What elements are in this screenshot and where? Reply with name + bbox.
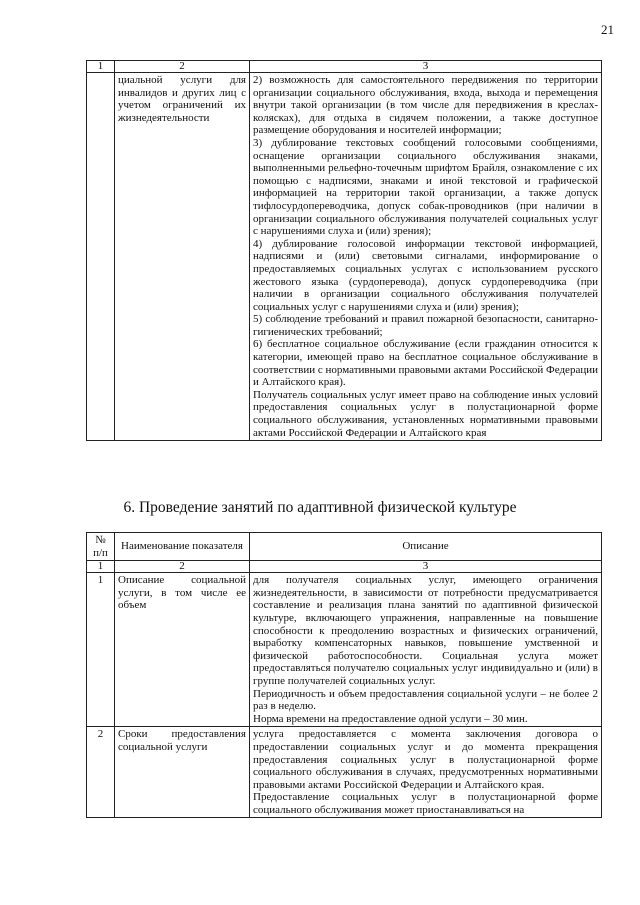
- row-number-cell: [87, 73, 115, 441]
- section-title: 6. Проведение занятий по адаптивной физической культуре: [123, 499, 517, 516]
- description-cell: [250, 727, 602, 818]
- header-description: Описание: [250, 533, 602, 561]
- description-paragraph: Предоставление социальных услуг в полустационарной форме социального обслуживания может приостанавливаться на: [253, 791, 598, 816]
- header-row: [87, 533, 602, 561]
- column-number-row: [87, 61, 602, 73]
- description-paragraph: Получатель социальных услуг имеет право на соблюдение иных условий предоставления социальных услуг в полустационарной форме социального обслуживания, установленных нормативными правовыми актами Российской Федерации и Алтайского края: [253, 388, 598, 439]
- row-number-cell: 1: [87, 573, 115, 727]
- description-paragraph: Норма времени на предоставление одной услуги – 30 мин.: [253, 712, 528, 725]
- column-number: 3: [250, 61, 602, 73]
- row-number-cell: 2: [87, 727, 115, 818]
- description-paragraph: 4) дублирование голосовой информации текстовой информацией, надписями и (или) световыми сигналами, информирование о предоставляемых социальных услугах с использованием русского жестового языка (сурдоперевода), допуск сурдопереводчика (при наличии в организации социального обслуживания получателей социальных услуг с нарушениями слуха и (или) зрения);: [253, 237, 598, 313]
- header-num: № п/п: [87, 533, 115, 561]
- description-paragraph: 3) дублирование текстовых сообщений голосовыми сообщениями, оснащение организации социального обслуживания знаками, выполненными рельефно-точечным шрифтом Брайля, ознакомление с их помощью с надписями, знаками и иной текстовой и графической информацией на территории такой организации, а также допуск тифлосурдопереводчика, допуск собак-проводников (при наличии в организации социального обслуживания получателей социальных услуг с нарушениями слуха и (или) зрения);: [253, 136, 598, 238]
- column-number: 3: [250, 561, 602, 573]
- description-paragraph: 5) соблюдение требований и правил пожарной безопасности, санитарно-гигиенических требований;: [253, 313, 598, 338]
- services-table-continued: [86, 60, 602, 441]
- column-number: 1: [87, 561, 115, 573]
- column-number-row: [87, 561, 602, 573]
- indicator-name-cell: циальной услуги для инвалидов и других лиц с учетом ограничений их жизнедеятельности: [115, 73, 250, 441]
- indicator-name-cell: Сроки предоставления социальной услуги: [115, 727, 250, 818]
- column-number: 2: [115, 561, 250, 573]
- page-number: 21: [601, 22, 614, 37]
- description-paragraph: Периодичность и объем предоставления социальной услуги – не более 2 раз в неделю.: [253, 687, 598, 713]
- table-row: [87, 73, 602, 441]
- header-name: Наименование показателя: [115, 533, 250, 561]
- description-paragraph: услуга предоставляется с момента заключения договора о предоставлении социальных услуг и до момента прекращения предоставления социальных услуг в полустационарной форме социального обслуживания в случаях, предусмотренных нормативными правовыми актами Российской Федерации и Алтайского края.: [253, 728, 598, 791]
- indicator-name-cell: Описание социальной услуги, в том числе ее объем: [115, 573, 250, 727]
- adaptive-physical-culture-table: [86, 532, 602, 818]
- description-paragraph: 6) бесплатное социальное обслуживание (если гражданин относится к категории, имеющей право на бесплатное социальное обслуживание в соответствии с нормативными правовыми актами Российской Федерации и Алтайского края).: [253, 338, 598, 389]
- description-cell: [250, 573, 602, 727]
- table-row: [87, 727, 602, 818]
- table-row: [87, 573, 602, 727]
- description-cell: [250, 73, 602, 441]
- column-number: 1: [87, 61, 115, 73]
- description-paragraph: для получателя социальных услуг, имеющего ограничения жизнедеятельности, в зависимости от потребности предусматривается составление и реализация плана занятий по адаптивной физической культуре, включающего упражнения, направленные на повышение способности к преодолению возрастных и физических ограничений, выработку компенсаторных навыков, повышение умственной и физической работоспособности. Социальная услуга может предоставляться получателю социальных услуг индивидуально и (или) в группе получателей социальных услуг.: [253, 574, 598, 687]
- description-paragraph: 2) возможность для самостоятельного передвижения по территории организации социального обслуживания, входа, выхода и перемещения внутри такой организации (в том числе для передвижения в креслах-колясках), для отдыха в сидячем положении, а также доступное размещение оборудования и носителей информации;: [253, 74, 598, 137]
- column-number: 2: [115, 61, 250, 73]
